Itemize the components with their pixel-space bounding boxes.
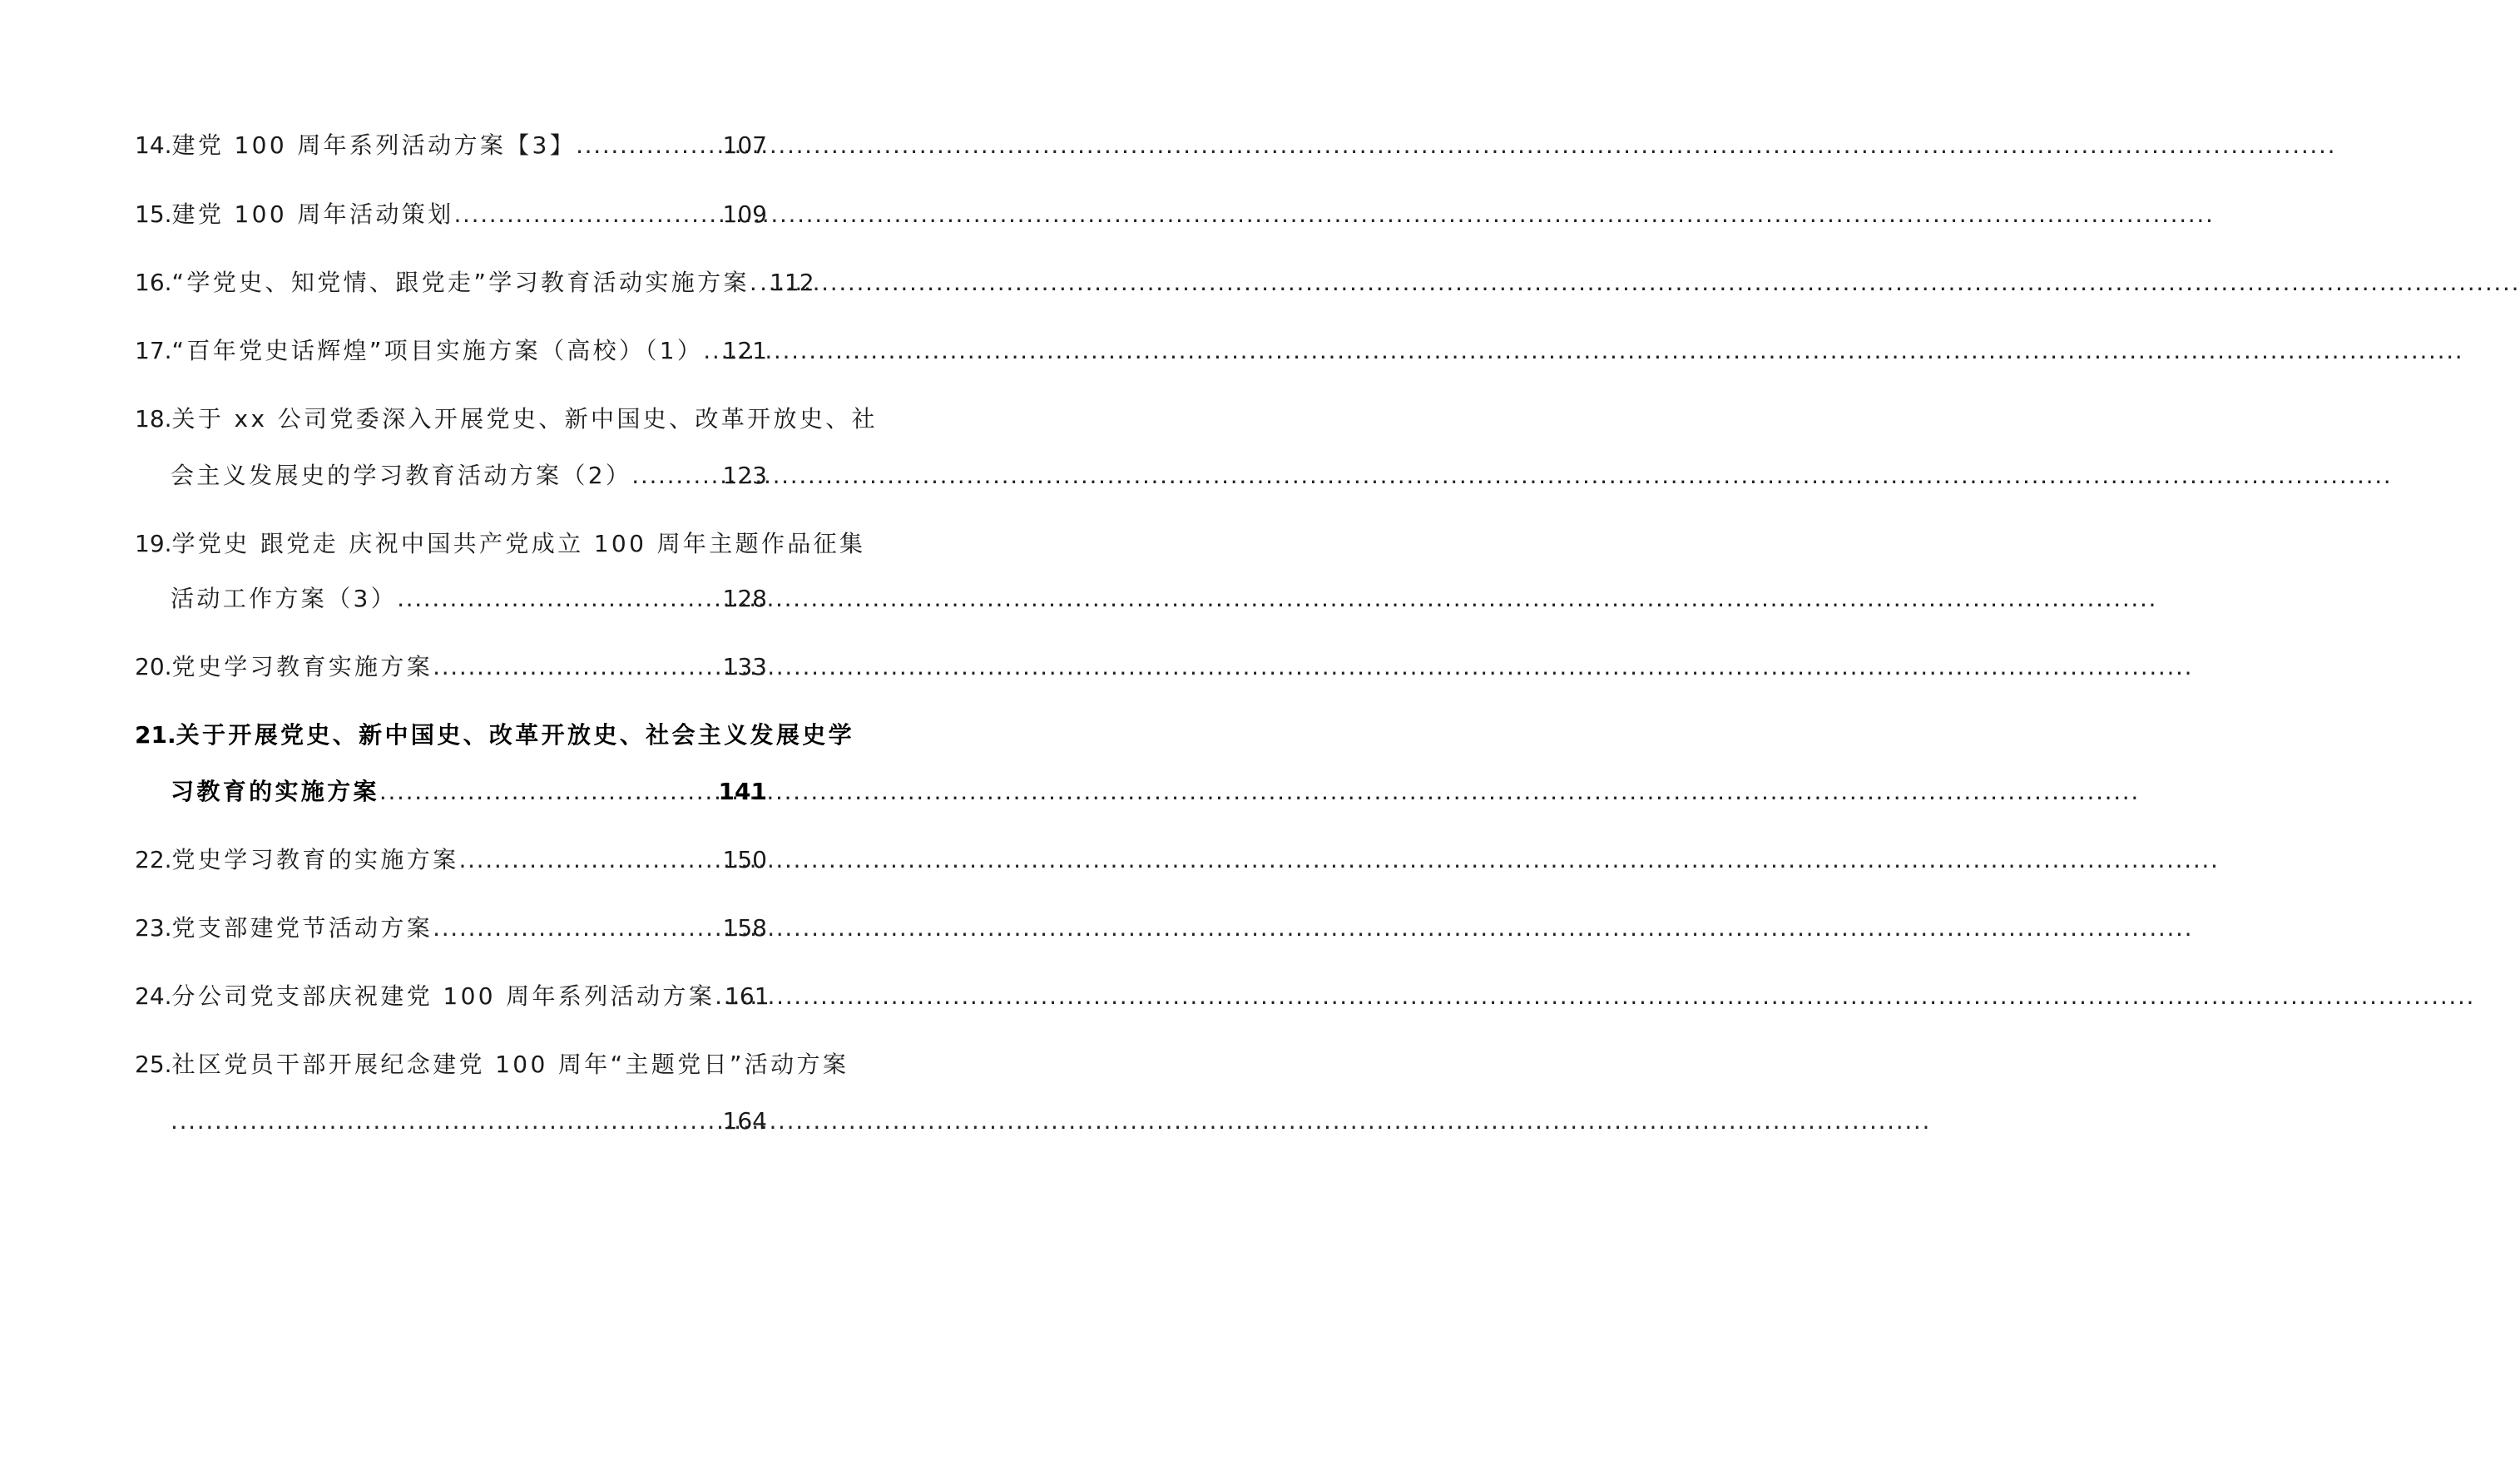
toc-entry-title: 会主义发展史的学习教育活动方案（2）: [171, 462, 632, 489]
document-page: [0, 0, 1032, 1459]
dot-leader: [703, 331, 720, 371]
toc-entry-page: 107: [722, 131, 767, 159]
toc-entry-title: 党史学习教育实施方案: [171, 653, 433, 680]
toc-entry-number: 14.: [135, 131, 172, 159]
toc-entry-20[interactable]: [135, 647, 767, 687]
toc-entry-title: “学党史、知党情、跟党走”学习教育活动实施方案.: [171, 269, 760, 296]
toc-entry-number: 23.: [135, 914, 172, 942]
toc-entry-page: 128: [722, 585, 767, 612]
toc-entry-15[interactable]: [135, 195, 767, 235]
toc-entry-number: 19.: [135, 530, 172, 557]
toc-entry-title: 党支部建党节活动方案: [171, 914, 433, 942]
toc-entry-number: 16.: [135, 269, 172, 296]
dot-leader: [715, 977, 723, 1016]
dot-leader: [433, 908, 720, 948]
toc-entry-page: 123: [722, 462, 767, 489]
dot-leader: [459, 840, 721, 880]
toc-entry-title: 分公司党支部庆祝建党 100 周年系列活动方案: [171, 982, 715, 1010]
dot-leader: [397, 579, 720, 619]
toc-entry-number: 15.: [135, 200, 172, 228]
toc-entry-19[interactable]: [135, 524, 917, 564]
toc-entry-page: 141: [718, 778, 767, 805]
toc-entry-number: 17.: [135, 337, 172, 364]
toc-entry-21[interactable]: [135, 715, 917, 755]
toc-entry-number: 18.: [135, 405, 172, 433]
toc-entry-number: 25.: [135, 1051, 172, 1078]
toc-entry-number: 21.: [135, 721, 176, 749]
dot-leader: [631, 456, 720, 496]
toc-entry-24[interactable]: [135, 977, 770, 1016]
toc-entry-16[interactable]: [135, 263, 814, 303]
dot-leader: [379, 772, 717, 812]
toc-entry-title: 习教育的实施方案: [171, 778, 379, 805]
dot-leader: [453, 195, 720, 235]
toc-entry-title: “百年党史话辉煌”项目实施方案（高校）（1）: [171, 337, 704, 364]
dot-leader: [576, 126, 720, 166]
toc-entry-title: 建党 100 周年系列活动方案【3】: [171, 131, 577, 159]
toc-entry-25[interactable]: [135, 1045, 917, 1085]
toc-entry-number: 20.: [135, 653, 172, 680]
toc-entry-title: 建党 100 周年活动策划: [171, 200, 454, 228]
toc-entry-page: 150: [722, 846, 767, 873]
toc-entry-title: 学党史 跟党走 庆祝中国共产党成立 100 周年主题作品征集: [171, 530, 866, 557]
toc-entry-page: 158: [722, 914, 767, 942]
toc-entry-25-continuation[interactable]: [171, 1101, 767, 1141]
toc-entry-page: 112: [770, 269, 814, 296]
toc-entry-19-continuation[interactable]: [171, 579, 767, 619]
toc-entry-page: 164: [722, 1107, 767, 1135]
dot-leader: [433, 647, 720, 687]
dot-leader: [760, 263, 768, 303]
toc-entry-page: 133: [722, 653, 767, 680]
toc-entry-title: 关于 xx 公司党委深入开展党史、新中国史、改革开放史、社: [171, 405, 878, 433]
toc-entry-title: 活动工作方案（3）: [171, 585, 398, 612]
toc-entry-title: 社区党员干部开展纪念建党 100 周年“主题党日”活动方案: [171, 1051, 849, 1078]
toc-entry-14[interactable]: [135, 126, 767, 166]
dot-leader: [171, 1101, 721, 1141]
toc-entry-18[interactable]: [135, 399, 917, 439]
toc-entry-title: 关于开展党史、新中国史、改革开放史、社会主义发展史学: [176, 721, 854, 749]
toc-entry-22[interactable]: [135, 840, 767, 880]
toc-entry-number: 22.: [135, 846, 172, 873]
toc-entry-page: 109: [722, 200, 767, 228]
toc-entry-title: 党史学习教育的实施方案: [171, 846, 459, 873]
toc-entry-page: 121: [722, 337, 767, 364]
toc-entry-17[interactable]: [135, 331, 767, 371]
toc-entry-21-continuation[interactable]: [171, 772, 767, 812]
toc-entry-18-continuation[interactable]: [171, 456, 767, 496]
toc-entry-23[interactable]: [135, 908, 767, 948]
toc-entry-number: 24.: [135, 982, 172, 1010]
toc-entry-page: 161: [725, 982, 770, 1010]
